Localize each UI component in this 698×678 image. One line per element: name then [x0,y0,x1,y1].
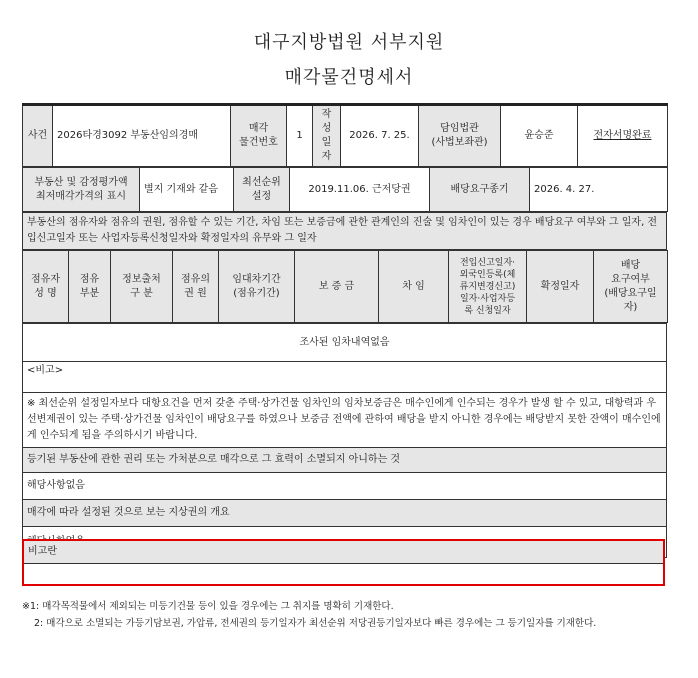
property-label: 부동산 및 감정평가액 최저매각가격의 표시 [23,168,140,212]
col-occupied-part: 점유 부분 [69,251,111,323]
registered-rights-label: 등기된 부동산에 관한 권리 또는 가처분으로 매각으로 그 효력이 소멸되지 아니하는 것 [23,448,667,473]
remark-field-value[interactable] [24,564,663,585]
col-rent: 차 임 [379,251,449,323]
judge-name: 윤승준 [501,105,578,167]
court-name: 대구지방법원 서부지원 [253,32,445,53]
footnotes [22,598,682,632]
first-lien-label: 최선순위 설정 [234,168,290,212]
col-move-in-date: 전입신고일자· 외국인등록(체 류지변경신고) 일자·사업자등 록 신청일자 [449,251,527,323]
remarks-label: <비고> [23,362,667,393]
col-deposit: 보 증 금 [295,251,379,323]
occupancy-description: 부동산의 점유자와 점유의 권원, 점유할 수 있는 기간, 차임 또는 보증금에 관한 관계인의 진술 및 임차인이 있는 경우 배당요구 여부와 그 일자, 전입신고일자 또는 사업자등록신청일자와 확정일자의 유무와 그 일자 [23,213,667,250]
first-lien-value: 2019.11.06. 근저당권 [290,168,430,212]
surface-rights-label: 매각에 따라 설정된 것으로 보는 지상권의 개요 [23,500,667,527]
col-info-source: 정보출처 구 분 [111,251,173,323]
remarks-note: ※ 최선순위 설정일자보다 대항요건을 먼저 갖춘 주택·상가건물 임차인의 임차보증금은 매수인에게 인수되는 경우가 발생 할 수 있고, 대항력과 우선변제권이 있는 주택·상가건물 임차인이 배당요구를 하였으나 보증금 전액에 관하여 배당을 받지 아니한 경우에는 배당받지 못한 잔액이 매수인에게 인수되게 됨을 주의하시기 바랍니다. [23,393,667,448]
written-date-value: 2026. 7. 25. [341,105,419,167]
col-title: 점유의 권 원 [173,251,219,323]
footnote-1: ※1: 매각목적물에서 제외되는 미등기건물 등이 있을 경우에는 그 취지를 명확히 기재한다. [22,601,394,612]
deadline-value: 2026. 4. 27. [530,168,668,212]
item-no-label: 매각 물건번호 [231,105,287,167]
col-dividend-request: 배당 요구여부 (배당요구일자) [594,251,668,323]
signature-stamp: 전자서명완료 [593,130,652,141]
written-date-label: 작성 일자 [313,105,341,167]
registered-rights-value: 해당사항없음 [23,473,667,500]
col-fixed-date: 확정일자 [527,251,594,323]
item-no-value: 1 [287,105,313,167]
remark-field-label: 비고란 [24,541,663,564]
footnote-2: 2: 매각으로 소멸되는 가등기담보권, 가압류, 전세권의 등기일자가 최선순위 저당권등기일자보다 빠른 경우에는 그 등기일자를 기재한다. [34,618,597,629]
deadline-label: 배당요구종기 [430,168,530,212]
remark-field[interactable] [22,539,665,586]
property-value: 별지 기재와 같음 [140,168,234,212]
case-value: 2026타경3092 부동산임의경매 [53,105,231,167]
document-title: 매각물건명세서 [284,67,414,88]
col-occupant-name: 점유자 성 명 [23,251,69,323]
case-label: 사건 [23,105,53,167]
col-lease-period: 임대차기간 (점유기간) [219,251,295,323]
no-lease-text: 조사된 임차내역없음 [23,324,667,362]
judge-label: 담임법관 (사법보좌관) [419,105,501,167]
statement-table [22,103,667,558]
